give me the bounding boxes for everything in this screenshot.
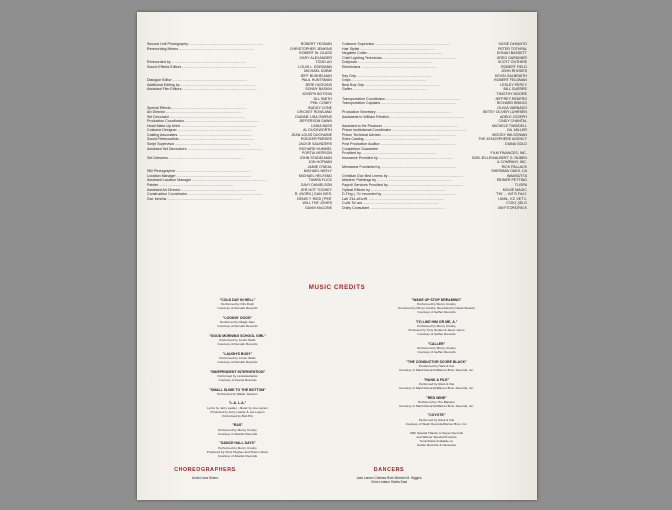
crew-credit-person: JEAN-LOUIS DUCHAINE [291, 132, 332, 137]
crew-credit-person: LOUIS L. EDEMANN [298, 64, 332, 69]
crew-credit-role: Christian Dior Bed Linens by [342, 173, 388, 178]
crew-credit-role: Location Manager [147, 173, 176, 178]
crew-credit-person: WILL THE JOHRS [302, 201, 332, 206]
song-title: "WAKE UP STOP DREAMING" [411, 298, 462, 302]
leader-dots: ................................................................................ [176, 173, 252, 178]
crew-credit-person: JILL SMITH [313, 96, 332, 101]
crew-credit-role: Sound Rerecordists [147, 137, 179, 142]
leader-dots: ................................................................................ [181, 64, 257, 69]
dancers-heading: DANCERS [373, 467, 405, 473]
music-credits-heading: MUSIC CREDITS [308, 284, 366, 291]
song-title: "GOOD MORNING SCHOOL GIRL" [208, 333, 267, 338]
song-credit-line: Courtesy of Slash Records/Warner Bros. Records, Inc. [399, 403, 474, 408]
leader-dots: ................................................................................ [180, 82, 255, 87]
crew-credit-role: Payroll Services Provided by [342, 182, 388, 187]
song-credit-line: With Special Thanks to Super Records [409, 431, 464, 436]
crew-credit-person: MICHAEL HELFAND [298, 173, 332, 178]
leader-dots: ................................................................................ [364, 82, 440, 87]
crew-credits [147, 42, 527, 210]
song-credit-line: Performed by Mercy Crosby [218, 427, 257, 432]
leader-dots: ................................................................................ [378, 155, 454, 160]
choreographers-names: Linda Linus Dinero [191, 476, 219, 480]
crew-credit-person: ROBERT FIELD [501, 64, 527, 69]
crew-credit-role: Sound Effects Editors [147, 64, 182, 69]
crew-credit-person: DIANA GOLD [505, 142, 527, 147]
leader-dots: ................................................................................ [177, 132, 253, 137]
crew-credit-role: Provided by [342, 151, 361, 156]
leader-dots: ................................................................................ [369, 205, 445, 210]
crew-credit-person: & COMPANY, INC. [497, 160, 527, 165]
leader-dots: ................................................................................ [171, 105, 247, 110]
song-credit-line: Geffen Records & Cassettes [416, 443, 457, 448]
crew-credit-person: JEFF BUSHELMAN [300, 73, 332, 78]
crew-credit-person: TAMRA FLICK [308, 178, 332, 183]
leader-dots: ................................................................................ [177, 128, 253, 133]
crew-credit-role: Dolby Consultant [342, 205, 370, 210]
crew-credit-role: Cu/ts To/ am. [342, 201, 364, 206]
song-credit-line: Performed by Rank & File [418, 417, 455, 422]
crew-credit-role: Electricians [342, 64, 361, 69]
leader-dots: ................................................................................ [180, 123, 256, 128]
crew-credit-role: Painter [147, 182, 159, 187]
song-title: "LOOKIN' GOOD" [222, 315, 253, 320]
crew-credit-role: Costume Supervisor [342, 42, 375, 46]
crew-credit-role: Script Supervisor [147, 142, 175, 147]
song-title: "COYOTE" [427, 413, 446, 418]
song-credit-line: Courtesy of Atlantic Records [217, 431, 258, 436]
crew-credit-person: ROBERT W. GLASS [299, 51, 332, 56]
song-title: "RAS" [232, 423, 243, 428]
crew-credit-person: RICHARD HUMMEL [299, 146, 332, 151]
crew-credit-person: C'OK(' (IELO [506, 201, 527, 206]
leader-dots: ................................................................................ [168, 155, 244, 160]
song-credit-line: Courtesy of Slash Records/Warner Bros. Inc. [405, 421, 468, 426]
crew-credit-role: Art Director [147, 110, 166, 115]
leader-dots: ................................................................................ [172, 78, 247, 83]
crew-credit-person: BETSY OLIVER LUHRSEN [483, 110, 527, 115]
song-credit-line: Produced by Jerry Lawler & Joe Layton [210, 409, 265, 414]
song-credit-line: Courtesy of Demark Records [217, 324, 258, 329]
crew-credit-person: JOSEPH BOTOSA [301, 92, 332, 97]
crew-credit-person: CINDY CHANTAL [498, 119, 527, 124]
crew-credit-person: FILM FINANCES, INC. [490, 151, 527, 156]
leader-dots: ................................................................................ [391, 128, 467, 133]
crew-credit-person: JER-HOT TOOHEY [300, 187, 332, 192]
leader-dots: ................................................................................ [357, 60, 433, 65]
crew-credit-person: TI-ISPA [514, 182, 527, 187]
crew-credit-role: Production Coordinator [147, 119, 184, 124]
crew-credit-person: ADELE JOSEPH [499, 114, 527, 119]
crew-credit-role: Second Unit Photography [147, 42, 188, 46]
leader-dots: ................................................................................ [375, 42, 450, 46]
song-credit-line: Performed by Walter Jackson [217, 391, 258, 396]
leader-dots: ................................................................................ [182, 87, 257, 92]
leader-dots: ................................................................................ [370, 187, 446, 192]
crew-credit-person: DONAH BASSETT [496, 51, 527, 56]
leader-dots: ................................................................................ [184, 119, 260, 124]
crew-credit-person: SCOTT GUTHRIE [497, 60, 527, 65]
song-credit-line: Courtesy of Demark Records [217, 360, 258, 365]
leader-dots: ................................................................................ [352, 87, 428, 92]
leader-dots: ................................................................................ [382, 55, 458, 60]
crew-credit-role: Optical Effects by [342, 187, 370, 192]
song-credit-line: Courtesy of Geffen Records [417, 332, 456, 337]
crew-credit-person: 'THI' ... INT'S Filu'1' [495, 192, 527, 197]
leader-dots: ................................................................................ [181, 187, 256, 192]
song-credit [151, 316, 324, 328]
crew-credit-role: Assistant Art Director [147, 187, 181, 192]
song-credit [350, 360, 523, 372]
crew-credit-role: Prison Technical Adviser [342, 132, 381, 137]
crew-credit-role: Prison Institutional Coordinator [342, 128, 392, 133]
crew-credit-person: GARY ALEXANDER [299, 55, 332, 60]
leader-dots: ................................................................................ [158, 182, 234, 187]
crew-credit-person: RICK PALLACK [501, 164, 527, 169]
crew-credit-person: JAMIE O'NEAL [307, 164, 332, 169]
song-title: "COLD DAY IN HELL" [219, 298, 256, 302]
song-credit-line: Courtesy of Geffen Records [417, 310, 456, 315]
crew-credit-role: Transportation Coordinator [342, 96, 385, 101]
crew-credit-role: Special Effects [147, 105, 171, 110]
crew-credit-person: MICHAEL NEELY [303, 169, 332, 174]
leader-dots: ................................................................................ [178, 46, 254, 51]
crew-credit-person: DAVY DANIELSON [300, 182, 332, 187]
crew-credit-role: Dollyman [342, 60, 357, 65]
crew-credit-role: Assistant Film Editors [147, 87, 182, 92]
crew-credits-left-column [147, 42, 332, 210]
song-credit-line: Soundtrack Available on [419, 439, 454, 444]
leader-dots: ................................................................................ [361, 151, 437, 156]
song-credit-line: Produced by Mercy Crosby, Recorded by David Stewart [398, 306, 475, 311]
song-credit [350, 413, 523, 425]
crew-credit-role: Transportation Captains [342, 101, 381, 106]
leader-dots: ................................................................................ [376, 178, 452, 183]
song-title: "CALLER" [427, 341, 446, 346]
song-credit [350, 378, 523, 390]
crew-credit-role: Best Boy Grip [342, 82, 365, 87]
crew-credits-right-column [342, 42, 527, 210]
crew-credit-person: PORTIA IVERSON [301, 151, 332, 156]
song-credit-line: Lyrics by Jerry Lawler - Music by Joe Layton [207, 405, 268, 410]
song-credit [151, 441, 324, 457]
crew-credit-person: JERE HUGGINS [305, 82, 332, 87]
crew-credit-role: Construction Coordinator [147, 192, 187, 197]
leader-dots: ................................................................................ [359, 46, 435, 51]
crew-credit-role: Gaffer [342, 87, 352, 92]
song-credit-line: Produced by Tony Seriani & Steve Jones [408, 328, 465, 333]
song-credit-line: Performed by Rank & File [418, 382, 455, 387]
song-credit-line: Performed by Bob Pitt [222, 413, 253, 418]
leader-dots: ................................................................................ [171, 60, 246, 65]
crew-credit-role: Key Grip [342, 73, 356, 78]
crew-credit-role: Hair Stylist [342, 46, 360, 51]
crew-credit-role: Still Photographer [147, 169, 176, 174]
song-credit-line: Courtesy of Geffen Records [417, 350, 456, 355]
crew-credit-role: Rerecording Mixers [147, 46, 179, 51]
song-credit-line: Courtesy of Slash Records/Warner Bros. Records, Inc. [399, 386, 474, 391]
song-credit [151, 401, 324, 417]
leader-dots: ................................................................................ [187, 146, 262, 151]
song-title: "THE CONDUCTOR SCORE BLACK" [406, 359, 467, 364]
crew-credit-person: JEFFREY RENFRO [495, 96, 527, 101]
leader-dots: ................................................................................ [169, 114, 245, 119]
song-title: "SMALL SLIME TO THE BOTTOM" [209, 387, 266, 392]
crew-credit-person: MOVIE MAGIC [502, 187, 527, 192]
leader-dots: ................................................................................ [389, 114, 465, 119]
crew-credit-role: Insurance Provided by [342, 155, 378, 160]
leader-dots: ................................................................................ [364, 137, 439, 142]
dancers-line-1: Jack Larsen Chelsea Ruth Michele M. Higgins [356, 476, 422, 480]
paper-surface [137, 12, 537, 500]
crew-credit-person: R. (NORD.) DAN IVES. [294, 192, 332, 197]
crew-credit-person: SONNY BASKIN [305, 87, 332, 92]
song-credit-line: Performed by Mercy Crosby [417, 302, 456, 307]
crew-credit-role: Set Decorator [147, 114, 170, 119]
dancers-names [229, 476, 537, 484]
crew-credit-person: JON HOFMAN [308, 160, 332, 165]
song-title: "I'D LIKE HIM OR ME, A." [415, 319, 458, 324]
song-credit-line: Performed by Magic Sam [220, 320, 255, 325]
song-credit [151, 370, 324, 382]
leader-dots: ................................................................................ [381, 132, 457, 137]
music-credits [151, 298, 523, 463]
crew-credit-role: Assistant Location Manager [147, 178, 192, 183]
crew-credit-person: BOB JELLEN/ALBERT G. RUBEN [472, 155, 527, 160]
song-credit-line: Performed by Otis Rush [220, 302, 254, 307]
crew-credit-person: ROBERT FELDMAN [494, 78, 527, 83]
song-credit-line: Performed by Mercy Crosby [417, 346, 456, 351]
song-credit [350, 431, 523, 447]
crew-credit-person: DA. MILLER [507, 128, 527, 133]
dancers-line-2: Chris Ledano Sheila East [371, 480, 407, 485]
crew-credit-person: MICHAEL DOBIE [304, 69, 332, 74]
crew-credit-person: JIM FITZPATRICK [497, 205, 527, 210]
crew-credit-row [147, 156, 332, 161]
crew-credit-person: CRICKET ROWLAND [297, 110, 332, 115]
crew-credit-person: JOHN STADELMAN [299, 155, 332, 160]
song-credit-line: Performed by The Blasters [418, 399, 455, 404]
song-credit [350, 342, 523, 354]
crew-credit-role: Costume Designer [147, 128, 177, 133]
crew-credit-role: Extra Casting [342, 137, 364, 142]
crew-credit-person: I ANN-, KC VET'1. [497, 196, 527, 201]
crew-credit-person: DENIS T. RIED ('PEE' [297, 196, 332, 201]
crew-credit-role: Gar, ken/ms [147, 196, 167, 201]
song-credit-line: Performed by Linda Eubanks [217, 374, 258, 379]
crew-credit-role: Assistant Set Decorators [147, 146, 187, 151]
leader-dots: ................................................................................ [380, 164, 456, 169]
crew-credit-role: Set Dressers [147, 155, 168, 160]
leader-dots: ................................................................................ [165, 110, 241, 115]
song-credit-line: Courtesy of Demark Records [217, 306, 258, 311]
crew-credit-role: Grips [342, 78, 351, 83]
song-credit-line: Courtesy of Atlantic Records [217, 453, 258, 458]
crew-credit-role: Assistants to William Friedkin [342, 114, 389, 119]
song-credit-line: Performed by Mercy Crosby [218, 445, 257, 450]
crew-credit-person: LINDA BASS [311, 123, 332, 128]
crew-credit-role: Additional Editing by [147, 82, 180, 87]
music-credits-left-column [151, 298, 324, 463]
leader-dots: ................................................................................ [381, 192, 457, 197]
crew-credit-person: GREG GARDINER [496, 55, 527, 60]
song-credit [151, 334, 324, 346]
song-credit-line: Performed by Mercy Crosby [417, 324, 456, 329]
crew-credit-person: PETER TOTHPAL [497, 46, 527, 51]
leader-dots: ................................................................................ [191, 178, 267, 183]
song-title: "LAUGH'S BUSY" [222, 351, 253, 356]
leader-dots: ................................................................................ [174, 142, 250, 147]
crew-credit-person: SUSIE DeSANTO [498, 42, 527, 46]
crew-credit-person: RICHARD BRAGG [496, 101, 527, 106]
leader-dots: ................................................................................ [176, 169, 251, 174]
crew-credit-role: Production Secretary [342, 110, 376, 115]
leader-dots: ................................................................................ [388, 173, 463, 178]
song-title: "L.A. L.A." [228, 401, 247, 406]
song-credit-line: Performed by Hack & Kat [419, 364, 454, 369]
song-credit-line: Courtesy of Demark Records [217, 342, 258, 347]
leader-dots: ................................................................................ [187, 192, 263, 197]
crew-credit-person: KEVIN GALBRAITH [494, 73, 527, 78]
leader-dots: ................................................................................ [382, 123, 458, 128]
crew-credit-person: BILL GUERRE [503, 87, 527, 92]
crew-credit-role: Masters' Paintings by [342, 178, 377, 183]
crew-credit-row [147, 206, 332, 211]
crew-credit-row [342, 65, 527, 70]
song-credit-line: Performed by Junior Wells [219, 356, 256, 361]
crew-credit-person: THE ATMOSPHERE AGENCY [478, 137, 527, 142]
crew-credit-person: TODD-AO [315, 60, 332, 65]
leader-dots: ................................................................................ [360, 64, 436, 69]
crew-credit-person: GAVIN McCONE [305, 205, 332, 210]
crew-credit-role: Assistant to the Producer [342, 123, 383, 128]
leader-dots: ................................................................................ [356, 73, 432, 78]
crew-credit-role: Casting Associates [147, 132, 178, 137]
song-title: "INDEPENDENT INTERVENTION" [209, 369, 266, 374]
crew-credit-person: RODGER PARDEE [300, 137, 332, 142]
crew-credit-person: JEFFERSON DAWN [298, 119, 332, 124]
leader-dots: ................................................................................ [380, 142, 455, 147]
song-credit [151, 298, 324, 310]
crew-credit-person: AL DUCKWORTH [303, 128, 332, 133]
crew-credit-person: REINER PETTING [496, 178, 527, 183]
leader-dots: ................................................................................ [351, 78, 426, 83]
song-title: "RANK & FILE" [423, 377, 450, 382]
leader-dots: ................................................................................ [388, 182, 464, 187]
song-credit [350, 320, 523, 336]
crew-credit-row [342, 206, 527, 211]
leader-dots: ................................................................................ [385, 96, 461, 101]
leader-dots: ................................................................................ [367, 51, 443, 56]
leader-dots: ................................................................................ [368, 196, 444, 201]
crew-credit-role: Post Production Auditor [342, 142, 380, 147]
crew-credit-role: Negative Cutter [342, 51, 367, 56]
crew-credit-person: LESLEY PERCY [500, 82, 527, 87]
song-credit-line: Courtesy of Slash Records/Warner Bros. Records, Inc. [399, 368, 474, 373]
crew-credit-role: Lati 'Zk1-sEcnR. [342, 196, 369, 201]
crew-credit-role: Rerecorded by [147, 60, 171, 65]
song-credit-line: Performed by Junior Wells [219, 338, 256, 343]
song-credit [350, 396, 523, 408]
crew-credit-person: JOHN RHODES [500, 69, 527, 74]
song-credit [151, 352, 324, 364]
crew-credit-person: WAMSUTTA [506, 173, 527, 178]
crew-credit-person: MICHELE TWIDDELL [492, 123, 527, 128]
crew-credit-role: Dialogue Editor [147, 78, 172, 83]
leader-dots: ................................................................................ [188, 42, 264, 46]
credits-page [137, 12, 537, 500]
crew-credit-person: JACKIE SAUNDERS [298, 142, 332, 147]
crew-credit-person: ROBERT YEOMAN [300, 42, 332, 46]
song-credit [350, 298, 523, 314]
crew-credit-role: Menswear Furnished by [342, 164, 381, 169]
leader-dots: ................................................................................ [380, 101, 456, 106]
crew-credit-person: BUDDY CONE [308, 105, 332, 110]
music-credits-right-column [350, 298, 523, 463]
leader-dots: ................................................................................ [166, 196, 242, 201]
leader-dots: ................................................................................ [179, 137, 254, 142]
crew-credit-person: CHRISTOPHER JENKINS [289, 46, 332, 51]
crew-credit-person: SHERMAN OAKS, CA [491, 169, 527, 174]
song-credit [151, 388, 324, 396]
song-credit [151, 423, 324, 435]
song-title: "RED WINE" [426, 395, 447, 400]
crew-credit-role: Chief Lighting Technician [342, 55, 382, 60]
crew-credit-person: PHIL CONEY [310, 101, 332, 106]
leader-dots: ................................................................................ [363, 201, 439, 206]
leader-dots: ................................................................................ [376, 110, 451, 115]
crew-credit-person: OLIVIA VARNADO [497, 105, 527, 110]
crew-credit-role: D-Ting (..To 'recorded by [342, 192, 382, 197]
crew-credit-role: Head Make-Up Artist [147, 123, 181, 128]
crew-credit-role: Completion Guarantee [342, 146, 379, 151]
crew-credit-person: PAUL HUNTSMAN [301, 78, 332, 83]
song-title: "DANCE HALL DAYS" [219, 441, 256, 446]
song-credit-line: Courtesy of Arama Records [218, 378, 257, 383]
song-credit-line: Produced by Chris Hughes and Ross Cullum [206, 449, 269, 454]
crew-credit-person: DIANNE LISA OWENS [295, 114, 332, 119]
crew-credit-person: WOODY WILSONIAN [492, 132, 527, 137]
crew-credit-person: TIMOTHY MOORE [496, 92, 527, 97]
choreographers-heading: CHOREOGRAPHERS [174, 467, 236, 473]
song-credit-line: and Warner Special Products [416, 435, 457, 440]
